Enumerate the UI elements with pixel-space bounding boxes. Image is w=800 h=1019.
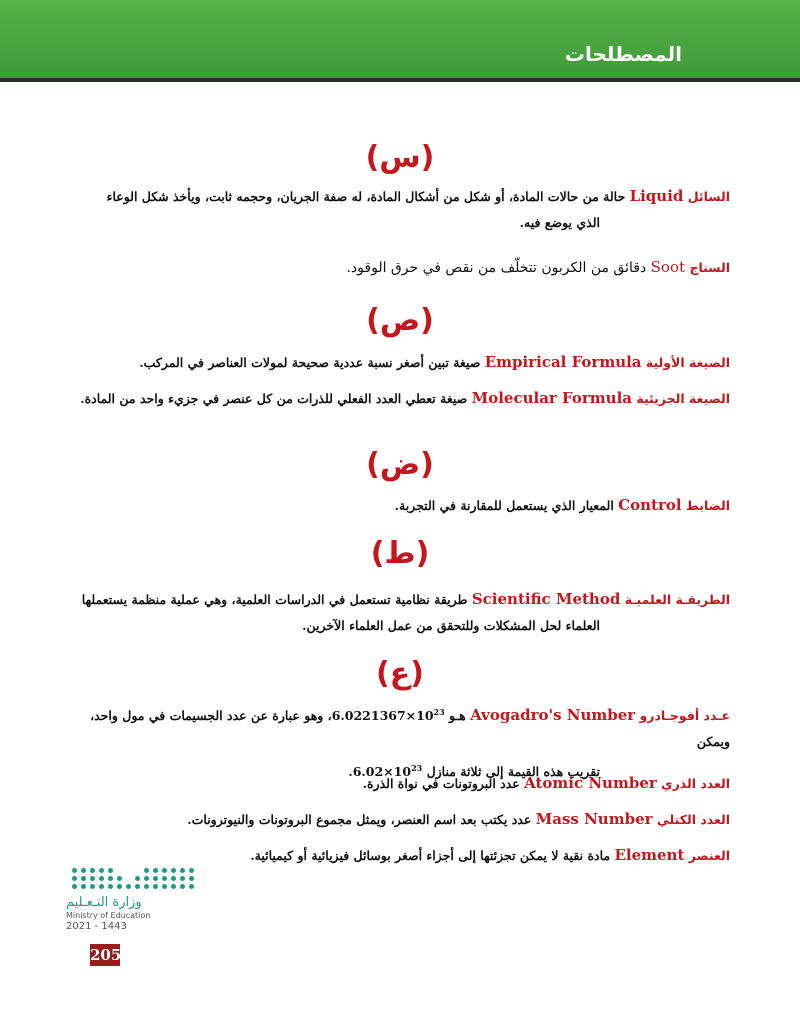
glossary-entry — [70, 842, 730, 869]
entry-definition: حالة من حالات المادة، أو شكل من أشكال المادة، له صفة الجريان، وحجمه ثابت، ويأخذ شكل الوعاء — [106, 189, 626, 204]
entry-term-en: Element — [614, 846, 685, 864]
glossary-entry — [70, 254, 730, 281]
entry-definition-cont: تقريب هذه القيمة إلى ثلاثة منازل $6.02\times 10^{23}$. — [348, 763, 600, 780]
page-number: 205 — [90, 946, 122, 964]
entry-term-en: Molecular Formula — [471, 389, 632, 407]
entry-term-en: Scientific Method — [471, 590, 621, 608]
entry-definition: دقائق من الكربون تتخلّف من نقص في حرق الوقود. — [346, 260, 647, 276]
entry-term: العدد الذري — [661, 776, 730, 791]
header-band — [0, 0, 800, 78]
entry-definition: مادة نقية لا يمكن تجزئتها إلى أجزاء أصغر بوسائل فيزيائية أو كيميائية. — [250, 848, 611, 863]
glossary-entry — [70, 770, 730, 797]
avogadro-value: $6.0221367\times 10^{23}$ — [331, 707, 445, 724]
avogadro-approx-value: $6.02\times 10^{23}$ — [352, 763, 423, 780]
entry-definition: طريقة نظامية تستعمل في الدراسات العلمية، وهي عملية منظمة يستعملها — [81, 592, 468, 607]
entry-term: الضابط — [685, 498, 730, 513]
entry-term-en: Empirical Formula — [484, 353, 642, 371]
glossary-entry — [70, 806, 730, 833]
entry-definition: هـو — [449, 708, 466, 724]
entry-term-en: Avogadro's Number — [470, 706, 636, 725]
edition-year: 2021 - 1443 — [66, 921, 127, 932]
glossary-entry — [70, 586, 730, 639]
glossary-entry — [70, 183, 730, 236]
entry-term: السائل — [687, 189, 730, 204]
ministry-name-en: Ministry of Education — [66, 911, 151, 920]
entry-definition: ، وهو عبارة عن عدد الجسيمات في مول واحد، ويمكن — [90, 708, 730, 750]
header-rule — [0, 78, 800, 82]
entry-term-en: Control — [618, 496, 682, 514]
entry-definition-cont: الذي يوضع فيه. — [519, 215, 600, 230]
ministry-name-ar: وزارة التـعـليم — [66, 895, 142, 910]
entry-definition: عدد يكتب بعد اسم العنصر، ويمثل مجموع البروتونات والنيوترونات. — [187, 812, 532, 827]
ministry-logo-dots-icon — [72, 868, 192, 889]
glossary-entry — [70, 349, 730, 376]
entry-term-en: Liquid — [629, 187, 684, 205]
entry-definition: صيغة تعطي العدد الفعلي للذرات من كل عنصر في جزيء واحد من المادة. — [80, 391, 468, 406]
entry-definition: المعيار الذي يستعمل للمقارنة في التجربة. — [394, 498, 614, 513]
page-title: المصطلحات — [564, 42, 682, 66]
glossary-entry — [70, 385, 730, 412]
ministry-logo — [66, 868, 176, 932]
entry-term: العدد الكتلي — [656, 812, 730, 827]
entry-definition: صيغة تبين أصغر نسبة عددية صحيحة لمولات العناصر في المركب. — [139, 355, 481, 370]
entry-definition: عدد البروتونات في نواة الذرة. — [362, 776, 520, 791]
entry-term: العنصر — [688, 848, 730, 863]
entry-term-en: Soot — [650, 258, 686, 276]
glossary-entry — [70, 492, 730, 519]
entry-term-en: Mass Number — [535, 810, 653, 828]
entry-definition-cont: العلماء لحل المشكلات وللتحقق من عمل العلماء الآخرين. — [302, 618, 600, 633]
entry-term: السناج — [689, 260, 730, 275]
entry-term: الصيغة الأولية — [645, 355, 730, 370]
section-letter: (ص) — [366, 303, 434, 338]
entry-term: الصيغة الجزيئية — [636, 391, 730, 406]
entry-term: الطريقـة العلميـة — [624, 592, 730, 607]
entry-term: عـدد أفوجـادرو — [639, 708, 730, 724]
section-letter: (ع) — [376, 656, 424, 691]
section-letter: (ض) — [366, 447, 434, 482]
section-letter: (س) — [365, 140, 435, 175]
section-letter: (ط) — [370, 536, 430, 571]
entry-term-en: Atomic Number — [524, 774, 657, 792]
